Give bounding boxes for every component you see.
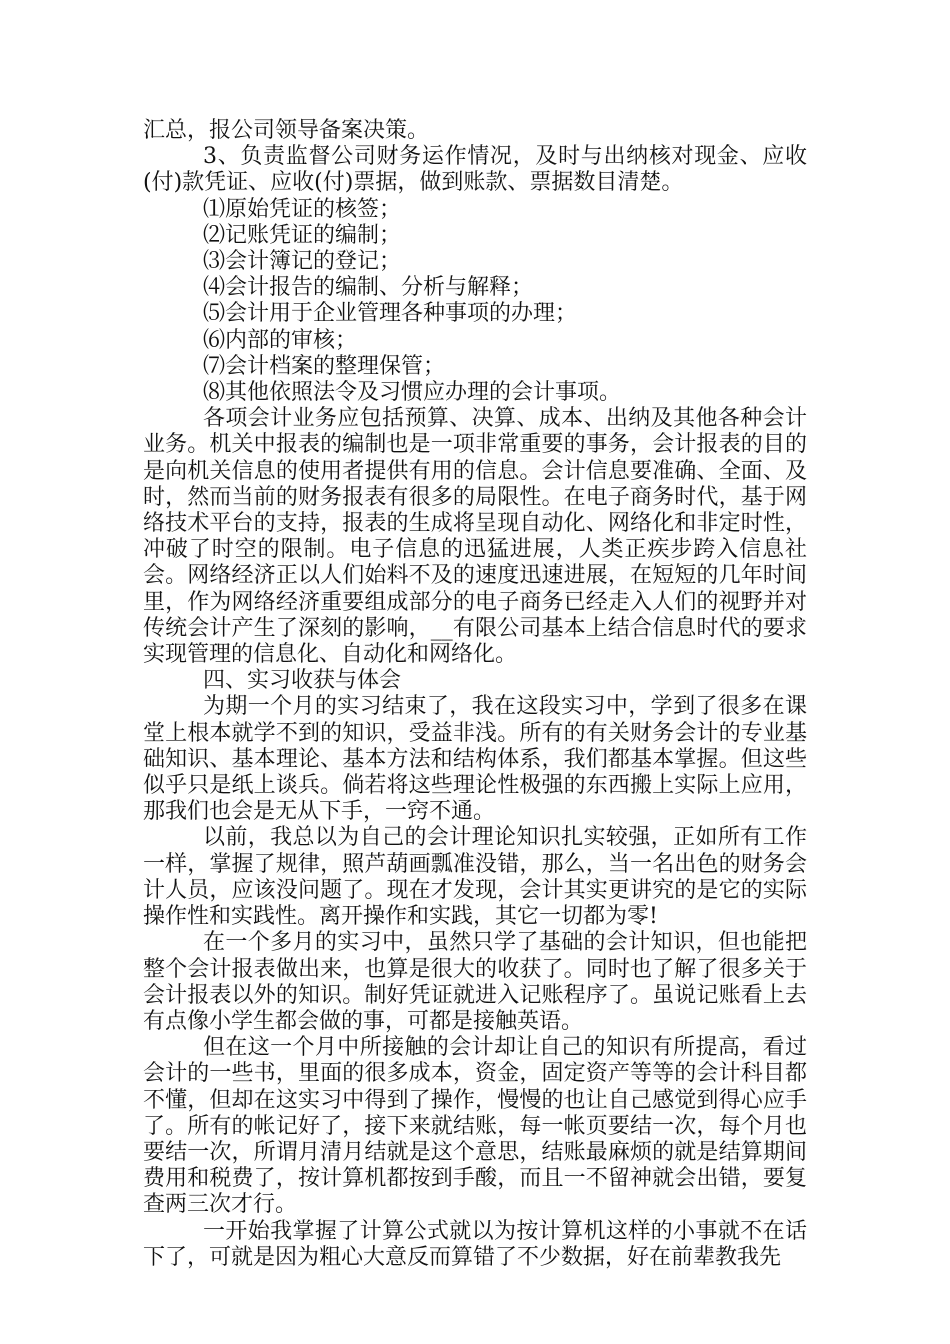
paragraph-internship-2: 以前，我总以为自己的会计理论知识扎实较强，正如所有工作一样，掌握了规律，照芦葫画瓢准没错，那么，当一名出色的财务会计人员，应该没问题了。现在才发现，会计其实更讲究的是它的实际操作性和实践性。离开操作和实践，其它一切都为零! [143, 825, 807, 930]
list-item: ⑸会计用于企业管理各种事项的办理； [203, 301, 578, 327]
paragraph-accounting-business: 各项会计业务应包括预算、决算、成本、出纳及其他各种会计业务。机关中报表的编制也是一项非常重要的事务，会计报表的目的是向机关信息的使用者提供有用的信息。会计信息要准确、全面、及时，然而当前的财务报表有很多的局限性。在电子商务时代，基于网络技术平台的支持，报表的生成将呈现自动化、网络化和非定时性，冲破了时空的限制。电子信息的迅猛进展，人类正疾步跨入信息社会。网络经济正以人们始料不及的速度迅速进展，在短短的几年时间里，作为网络经济重要组成部分的电子商务已经走入人们的视野并对传统会计产生了深刻的影响，__有限公司基本上结合信息时代的要求实现管理的信息化、自动化和网络化。 [143, 406, 807, 668]
list-item: ⑵记账凭证的编制； [203, 222, 402, 248]
list-item: ⑴原始凭证的核签； [203, 196, 402, 222]
list-item: ⑺会计档案的整理保管； [203, 353, 446, 379]
paragraph-intro: 汇总，报公司领导备案决策。 [143, 118, 430, 143]
paragraph-internship-3: 在一个多月的实习中，虽然只学了基础的会计知识，但也能把整个会计报表做出来，也算是很大的收获了。同时也了解了很多关于会计报表以外的知识。制好凭证就进入记账程序了。虽说记账看上去有点像小学生都会做的事，可都是接触英语。 [143, 930, 807, 1034]
document-page [143, 118, 807, 1271]
list-item: ⑻其他依照法令及习惯应办理的会计事项。 [203, 380, 622, 406]
paragraph-internship-1: 为期一个月的实习结束了，我在这段实习中，学到了很多在课堂上根本就学不到的知识，受益非浅。所有的有关财务会计的专业基础知识、基本理论、基本方法和结构体系，我们都基本掌握。但这些似乎只是纸上谈兵。倘若将这些理论性极强的东西搬上实际上应用，那我们也会是无从下手，一窍不通。 [143, 694, 807, 825]
section-heading-4: 四、实习收获与体会 [203, 668, 402, 694]
list-item: ⑶会计簿记的登记； [203, 249, 402, 275]
paragraph-internship-5: 一开始我掌握了计算公式就以为按计算机这样的小事就不在话下了，可就是因为粗心大意反而算错了不少数据，好在前辈教我先 [143, 1218, 807, 1270]
list-item: ⑹内部的审核； [203, 327, 358, 353]
accounting-items-list [143, 197, 807, 407]
paragraph-duty-3: 3、负责监督公司财务运作情况，及时与出纳核对现金、应收(付)款凭证、应收(付)票据，做到账款、票据数目清楚。 [143, 144, 807, 196]
list-item: ⑷会计报告的编制、分析与解释； [203, 275, 534, 301]
paragraph-internship-4: 但在这一个月中所接触的会计却让自己的知识有所提高，看过会计的一些书，里面的很多成本，资金，固定资产等等的会计科目都不懂，但却在这实习中得到了操作，慢慢的也让自己感觉到得心应手了。所有的帐记好了，接下来就结账，每一帐页要结一次，每个月也要结一次，所谓月清月结就是这个意思，结账最麻烦的就是结算期间费用和税费了，按计算机都按到手酸，而且一不留神就会出错，要复查两三次才行。 [143, 1035, 807, 1218]
